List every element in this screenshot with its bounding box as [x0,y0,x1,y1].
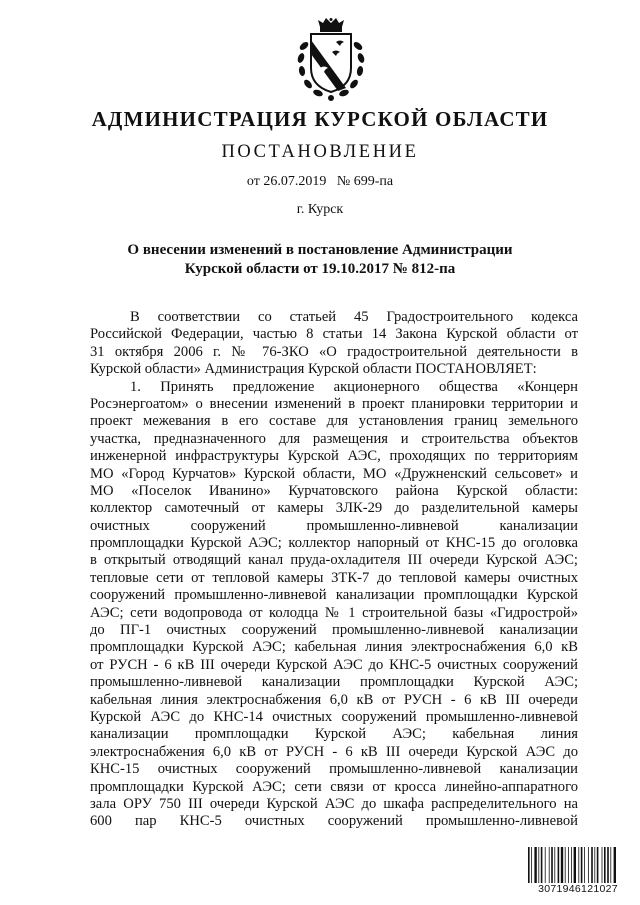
body-line: промплощадки Курской АЭС; кабельная линия электроснабжения 6,0 кВ [90,639,578,656]
body-line: МО «Поселок Иванино» Курчатовского района Курской области: [90,482,578,499]
body-line: проект межевания в его составе для установления границ земельного [90,413,578,430]
body-line: канализации промплощадки Курской АЭС; кабельная линия [90,726,578,743]
body-line: электроснабжения 6,0 кВ от РУСН - 6 кВ III очереди Курской АЭС до [90,743,578,760]
body-line: сооружений промышленно-ливневой канализации промплощадки Курской [90,587,578,604]
body-line: зала ОРУ 750 III очереди Курской АЭС до шкафа распределительного на [90,795,578,812]
barcode-number: 3071946121027 [528,883,628,895]
subject-line-2: Курской области от 19.10.2017 № 812-па [184,261,456,277]
body-line: участка, предназначенного для размещения и строительства объектов [90,430,578,447]
body-line: КНС-15 очистных сооружений промышленно-ливневой канализации [90,761,578,778]
body-line: до ПГ-1 очистных сооружений промышленно-ливневой канализации [90,622,578,639]
body-line: очистных сооружений промышленно-ливневой канализации [90,517,578,534]
body-line: АЭС; сети водопровода от колодца № 1 строительной базы «Гидрострой» [90,604,578,621]
body-line: в открытый отводящий канал пруда-охладителя III очереди Курской АЭС; [90,552,578,569]
document-city: г. Курск [296,202,344,217]
body-line: МО «Город Курчатов» Курской области, МО «Дружненский сельсовет» и [90,465,578,482]
document-date-number: от 26.07.2019 № 699-па [246,174,394,189]
body-line: В соответствии со статьей 45 Градостроительного кодекса [130,309,578,325]
body-line: Росэнергоатом» о внесении изменений в проект планировки территории и [90,395,578,412]
body-line: Курской области» Администрация Курской области ПОСТАНОВЛЯЕТ: [90,361,537,378]
body-line: от РУСН - 6 кВ III очереди Курской АЭС до КНС-5 очистных сооружений [90,656,578,673]
document-type: ПОСТАНОВЛЕНИЕ [221,142,419,162]
body-line: кабельная линия электроснабжения 6,0 кВ от РУСН - 6 кВ III очереди [90,691,578,708]
body-line: промплощадки Курской АЭС; коллектор напорный от КНС-15 до оголовка [90,535,578,552]
body-line: Курской АЭС до КНС-14 очистных сооружений промышленно-ливневой [90,708,578,725]
organization-title: АДМИНИСТРАЦИЯ КУРСКОЙ ОБЛАСТИ [91,107,549,131]
body-line: коллектор самотечный от камеры 3ЛК-29 до разделительной камеры [90,500,578,517]
body-line: 600 пар КНС-5 очистных сооружений промышленно-ливневой [90,813,578,830]
body-line: промышленно-ливневой канализации промплощадки Курской АЭС; [90,674,578,691]
coat-of-arms-emblem [296,18,366,102]
body-line: инженерной инфраструктуры Курской АЭС, проходящих по территориям [90,448,578,465]
body-line: тепловые сети от тепловой камеры 3ТК-7 до тепловой камеры очистных [90,569,578,586]
document-subject [0,241,640,279]
subject-line-1: О внесении изменений в постановление Администрации [127,242,513,258]
body-line: 31 октября 2006 г. № 76-ЗКО «О градостроительной деятельности в [90,343,578,360]
document-body [90,309,578,831]
body-line: Российской Федерации, частью 8 статьи 14 Закона Курской области от [90,326,578,343]
body-line: промплощадки Курской АЭС; сети связи от кросса линейно-аппаратного [90,778,578,795]
body-line: 1. Принять предложение акционерного общества «Концерн [130,378,578,395]
